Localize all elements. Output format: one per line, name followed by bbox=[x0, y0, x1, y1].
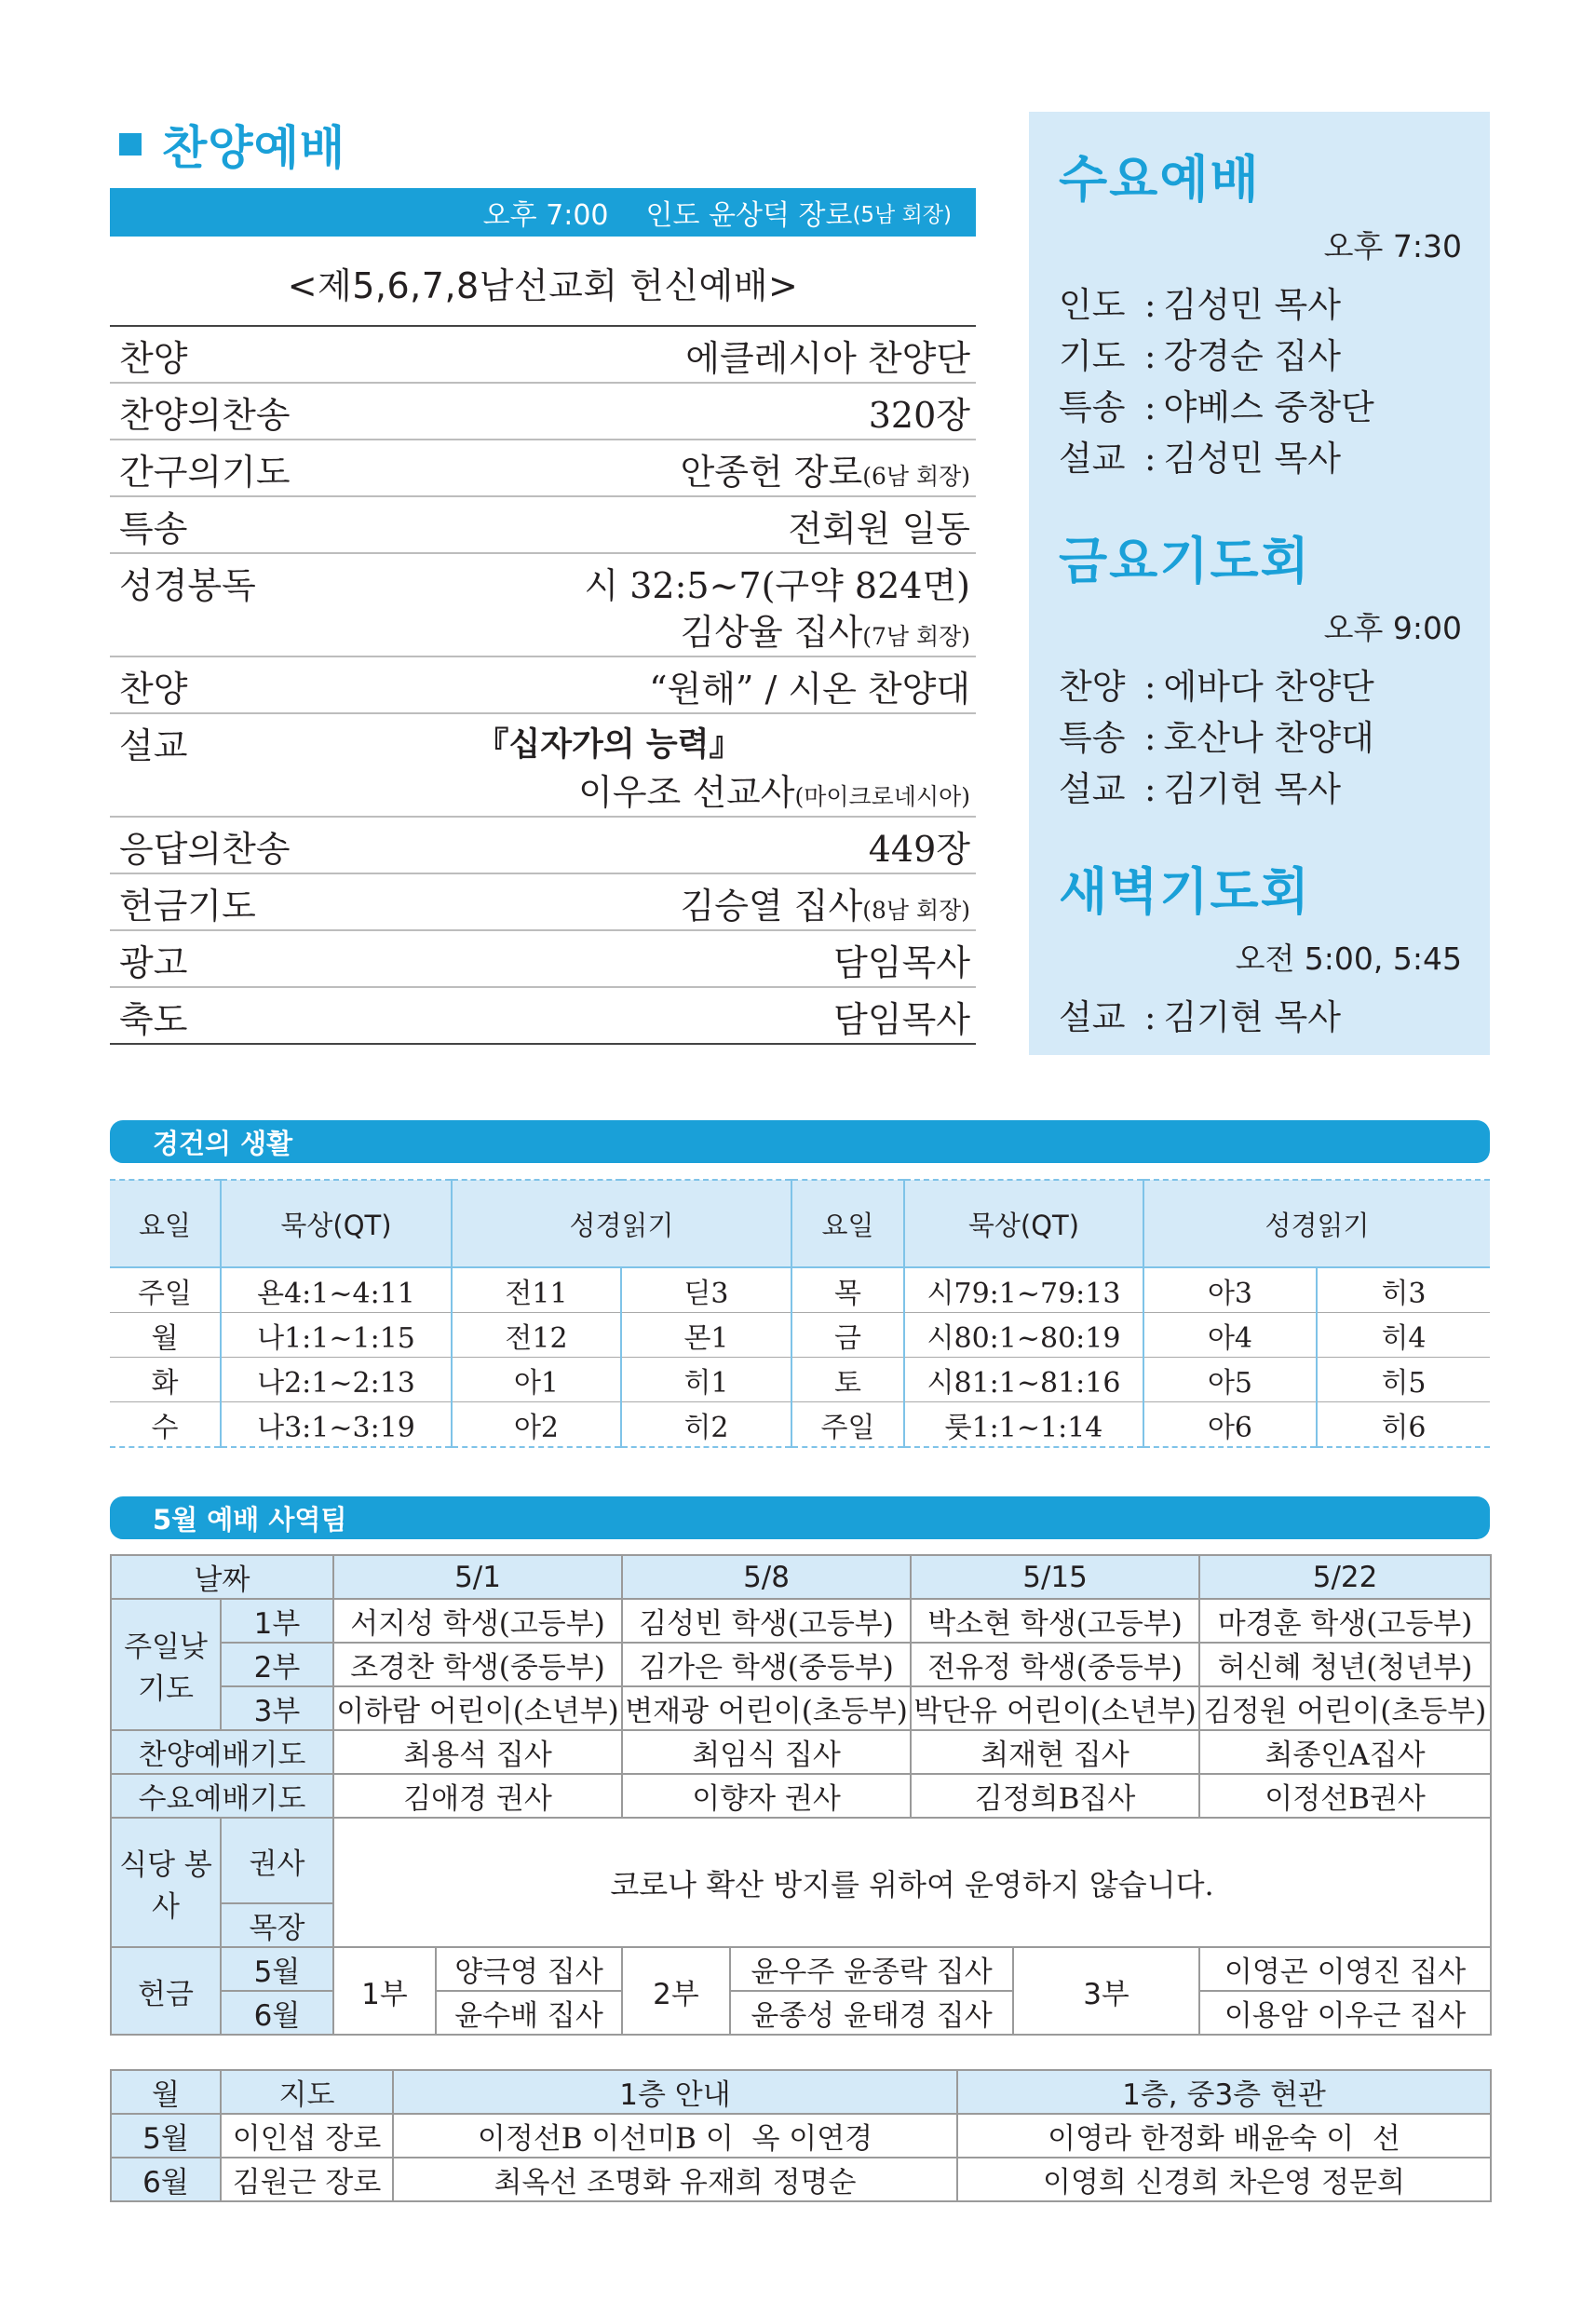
qt-meditation: 룻1:1~1:14 bbox=[904, 1402, 1143, 1448]
order-value: 안종헌 장로 bbox=[680, 451, 863, 493]
service-row: 인도 : 김성민 목사 bbox=[1059, 279, 1462, 331]
service-row-value: 김기현 목사 bbox=[1163, 997, 1341, 1037]
prayer-name: 전유정 학생(중등부) bbox=[911, 1643, 1199, 1686]
prayer-name: 김성빈 학생(고등부) bbox=[622, 1599, 911, 1643]
qt-meditation: 시80:1~80:19 bbox=[904, 1313, 1143, 1358]
ushers-floor1: 최옥선 조명화 유재희 정명순 bbox=[393, 2158, 957, 2201]
dawn-time: 오전 5:00, 5:45 bbox=[1235, 940, 1462, 977]
table-row bbox=[111, 1774, 1491, 1818]
qt-reading-2: 몬1 bbox=[621, 1313, 791, 1358]
order-row bbox=[110, 554, 976, 657]
order-item: 성경봉독 bbox=[119, 564, 256, 606]
sunday-prayer-label: 주일낮 기도 bbox=[111, 1599, 221, 1730]
serve-date: 5/15 bbox=[911, 1555, 1199, 1599]
qt-meditation: 시81:1~81:16 bbox=[904, 1358, 1143, 1402]
qt-header-day: 요일 bbox=[110, 1180, 221, 1267]
table-row bbox=[111, 2158, 1491, 2201]
evening-service-section bbox=[110, 112, 976, 1045]
qt-reading-1: 아1 bbox=[452, 1358, 621, 1402]
table-row bbox=[110, 1402, 1490, 1448]
prayer-name: 김정원 어린이(초등부) bbox=[1199, 1686, 1491, 1730]
prayer-name: 이하람 어린이(소년부) bbox=[333, 1686, 622, 1730]
qt-day: 수 bbox=[110, 1402, 221, 1448]
prayer-name: 김애경 권사 bbox=[333, 1774, 622, 1818]
offering-name: 이용암 이우근 집사 bbox=[1199, 1991, 1491, 2035]
qt-table bbox=[110, 1179, 1490, 1448]
table-row bbox=[111, 1947, 1491, 1991]
qt-day: 화 bbox=[110, 1358, 221, 1402]
service-row-label: 찬양 bbox=[1059, 667, 1126, 707]
order-value: 449장 bbox=[868, 828, 970, 870]
serve-date: 5/1 bbox=[333, 1555, 622, 1599]
prayer-name: 이향자 권사 bbox=[622, 1774, 911, 1818]
prayer-name: 김정희B집사 bbox=[911, 1774, 1199, 1818]
part-label: 2부 bbox=[221, 1643, 333, 1686]
order-item: 응답의찬송 bbox=[119, 828, 291, 870]
praise-prayer-label: 찬양예배기도 bbox=[111, 1730, 333, 1774]
table-row bbox=[111, 1991, 1491, 2035]
ushers-header: 지도 bbox=[221, 2070, 393, 2114]
leader-name: 윤상덕 장로 bbox=[709, 199, 853, 232]
ushers-month: 6월 bbox=[111, 2158, 221, 2201]
order-note-2: (7남 회장) bbox=[862, 622, 970, 650]
ushers-entrance: 이영라 한정화 배윤숙 이 선 bbox=[957, 2114, 1491, 2158]
order-value: 담임목사 bbox=[833, 998, 970, 1040]
order-item: 헌금기도 bbox=[119, 885, 256, 927]
order-row bbox=[110, 657, 976, 714]
service-row-value: 김성민 목사 bbox=[1163, 439, 1341, 479]
service-row: 특송 : 호산나 찬양대 bbox=[1059, 712, 1462, 764]
qt-reading-2: 히2 bbox=[621, 1402, 791, 1448]
evening-service-title: 찬양예배 bbox=[162, 121, 346, 175]
qt-reading-1: 아6 bbox=[1143, 1402, 1317, 1448]
qt-header-day: 요일 bbox=[791, 1180, 904, 1267]
offering-name: 윤종성 윤태경 집사 bbox=[730, 1991, 1013, 2035]
prayer-name: 최종인A집사 bbox=[1199, 1730, 1491, 1774]
friday-time: 오후 9:00 bbox=[1323, 610, 1462, 646]
qt-reading-1: 전12 bbox=[452, 1313, 621, 1358]
qt-reading-2: 히5 bbox=[1317, 1358, 1490, 1402]
order-row bbox=[110, 440, 976, 497]
qt-header-meditation: 묵상(QT) bbox=[904, 1180, 1143, 1267]
qt-meditation: 나2:1~2:13 bbox=[221, 1358, 452, 1402]
prayer-name: 마경훈 학생(고등부) bbox=[1199, 1599, 1491, 1643]
friday-title: 금요기도회 bbox=[1059, 532, 1311, 590]
qt-reading-1: 아2 bbox=[452, 1402, 621, 1448]
evening-service-info-bar bbox=[110, 188, 976, 237]
offering-part: 2부 bbox=[622, 1947, 730, 2035]
service-row-label: 설교 bbox=[1059, 439, 1126, 479]
table-row bbox=[111, 1686, 1491, 1730]
qt-header-reading: 성경읽기 bbox=[452, 1180, 791, 1267]
serve-table bbox=[110, 1554, 1492, 2036]
order-note-2: (마이크로네시아) bbox=[794, 782, 970, 810]
qt-header-reading: 성경읽기 bbox=[1143, 1180, 1490, 1267]
prayer-name: 박단유 어린이(소년부) bbox=[911, 1686, 1199, 1730]
ushers-table bbox=[110, 2069, 1492, 2202]
table-row bbox=[110, 1267, 1490, 1313]
order-item: 광고 bbox=[119, 941, 188, 983]
order-note: (8남 회장) bbox=[862, 896, 970, 924]
table-row bbox=[111, 1818, 1491, 1903]
table-row bbox=[111, 1643, 1491, 1686]
service-row-label: 특송 bbox=[1059, 718, 1126, 758]
ushers-entrance: 이영희 신경희 차은영 정문희 bbox=[957, 2158, 1491, 2201]
order-value: 에클레시아 찬양단 bbox=[685, 337, 970, 379]
dining-label: 식당 봉사 bbox=[111, 1818, 221, 1947]
qt-day: 주일 bbox=[791, 1402, 904, 1448]
order-item: 축도 bbox=[119, 998, 188, 1040]
qt-meditation: 시79:1~79:13 bbox=[904, 1267, 1143, 1313]
order-value: 320장 bbox=[868, 394, 970, 436]
dawn-title: 새벽기도회 bbox=[1059, 862, 1311, 921]
wednesday-time: 오후 7:30 bbox=[1323, 228, 1462, 264]
service-row-value: 야베스 중창단 bbox=[1163, 387, 1374, 427]
prayer-name: 서지성 학생(고등부) bbox=[333, 1599, 622, 1643]
offering-month: 6월 bbox=[221, 1991, 333, 2035]
part-label: 1부 bbox=[221, 1599, 333, 1643]
order-value: “원해” / 시온 찬양대 bbox=[649, 668, 970, 710]
prayer-name: 김가은 학생(중등부) bbox=[622, 1643, 911, 1686]
service-row: 설교 : 김기현 목사 bbox=[1059, 992, 1462, 1043]
service-row-value: 호산나 찬양대 bbox=[1163, 718, 1374, 758]
order-row bbox=[110, 327, 976, 384]
serve-date-row bbox=[111, 1555, 1491, 1599]
order-item: 설교 bbox=[119, 724, 188, 766]
part-label: 3부 bbox=[221, 1686, 333, 1730]
ushers-header: 1층, 중3층 현관 bbox=[957, 2070, 1491, 2114]
order-item: 찬양 bbox=[119, 337, 188, 379]
wednesday-title: 수요예배 bbox=[1059, 150, 1261, 209]
offering-name: 윤수배 집사 bbox=[436, 1991, 622, 2035]
order-value: 전회원 일동 bbox=[788, 507, 970, 549]
order-item: 특송 bbox=[119, 507, 188, 549]
qt-banner: 경건의 생활 bbox=[110, 1120, 1490, 1163]
prayer-name: 허신혜 청년(청년부) bbox=[1199, 1643, 1491, 1686]
service-row-label: 설교 bbox=[1059, 997, 1126, 1037]
other-services-box bbox=[1029, 112, 1490, 1055]
service-row-value: 강경순 집사 bbox=[1163, 336, 1341, 376]
wed-prayer-label: 수요예배기도 bbox=[111, 1774, 333, 1818]
offering-part: 1부 bbox=[333, 1947, 436, 2035]
offering-month: 5월 bbox=[221, 1947, 333, 1991]
order-row bbox=[110, 988, 976, 1045]
square-bullet-icon bbox=[119, 133, 142, 156]
offering-name: 윤우주 윤종락 집사 bbox=[730, 1947, 1013, 1991]
order-value: 시 32:5~7(구약 824면) bbox=[584, 564, 970, 606]
service-row: 찬양 : 에바다 찬양단 bbox=[1059, 661, 1462, 712]
qt-meditation: 나1:1~1:15 bbox=[221, 1313, 452, 1358]
ushers-month: 5월 bbox=[111, 2114, 221, 2158]
prayer-name: 최재현 집사 bbox=[911, 1730, 1199, 1774]
ushers-floor1: 이정선B 이선미B 이 옥 이연경 bbox=[393, 2114, 957, 2158]
order-row bbox=[110, 931, 976, 988]
service-row: 기도 : 강경순 집사 bbox=[1059, 331, 1462, 382]
order-value: 김승열 집사 bbox=[680, 885, 863, 927]
qt-day: 주일 bbox=[110, 1267, 221, 1313]
qt-reading-2: 히4 bbox=[1317, 1313, 1490, 1358]
dining-role: 권사 bbox=[221, 1818, 333, 1903]
service-row-label: 특송 bbox=[1059, 387, 1126, 427]
offering-part: 3부 bbox=[1013, 1947, 1199, 2035]
service-row: 특송 : 야베스 중창단 bbox=[1059, 382, 1462, 433]
ushers-leader: 이인섭 장로 bbox=[221, 2114, 393, 2158]
ushers-header: 월 bbox=[111, 2070, 221, 2114]
order-item: 찬양의찬송 bbox=[119, 394, 291, 436]
table-row bbox=[111, 2114, 1491, 2158]
prayer-name: 조경찬 학생(중등부) bbox=[333, 1643, 622, 1686]
wednesday-service bbox=[1059, 140, 1462, 484]
serve-date-label: 날짜 bbox=[111, 1555, 333, 1599]
qt-meditation: 나3:1~3:19 bbox=[221, 1402, 452, 1448]
qt-reading-1: 아5 bbox=[1143, 1358, 1317, 1402]
service-row-value: 김기현 목사 bbox=[1163, 769, 1341, 809]
service-row-label: 기도 bbox=[1059, 336, 1126, 376]
qt-day: 금 bbox=[791, 1313, 904, 1358]
order-value-2: 김상율 집사 bbox=[680, 611, 863, 653]
service-row: 설교 : 김기현 목사 bbox=[1059, 764, 1462, 815]
table-row bbox=[111, 1730, 1491, 1774]
service-row-value: 에바다 찬양단 bbox=[1163, 667, 1374, 707]
service-row-value: 김성민 목사 bbox=[1163, 285, 1341, 325]
order-note: (6남 회장) bbox=[862, 462, 970, 490]
qt-reading-1: 아3 bbox=[1143, 1267, 1317, 1313]
order-item: 간구의기도 bbox=[119, 451, 291, 493]
service-row: 설교 : 김성민 목사 bbox=[1059, 433, 1462, 484]
friday-service bbox=[1059, 521, 1462, 815]
serve-date: 5/8 bbox=[622, 1555, 911, 1599]
service-row-label: 인도 bbox=[1059, 285, 1126, 325]
sermon-title: 『십자가의 능력』 bbox=[476, 726, 742, 764]
qt-header-row bbox=[110, 1180, 1490, 1267]
service-subtitle: <제5,6,7,8남선교회 헌신예배> bbox=[287, 265, 799, 306]
leader-note: (5남 회장) bbox=[852, 202, 952, 227]
prayer-name: 박소현 학생(고등부) bbox=[911, 1599, 1199, 1643]
prayer-name: 이정선B권사 bbox=[1199, 1774, 1491, 1818]
qt-day: 토 bbox=[791, 1358, 904, 1402]
ushers-leader: 김원근 장로 bbox=[221, 2158, 393, 2201]
qt-reading-1: 전11 bbox=[452, 1267, 621, 1313]
order-row bbox=[110, 497, 976, 554]
qt-header-meditation: 묵상(QT) bbox=[221, 1180, 452, 1267]
evening-time: 오후 7:00 bbox=[482, 199, 609, 232]
order-item: 찬양 bbox=[119, 668, 188, 710]
table-row bbox=[110, 1358, 1490, 1402]
ushers-header: 1층 안내 bbox=[393, 2070, 957, 2114]
leader-label: 인도 bbox=[645, 199, 700, 232]
order-row bbox=[110, 874, 976, 931]
ushers-header-row bbox=[111, 2070, 1491, 2114]
qt-day: 목 bbox=[791, 1267, 904, 1313]
evening-service-heading bbox=[110, 112, 976, 177]
offering-name: 이영곤 이영진 집사 bbox=[1199, 1947, 1491, 1991]
dining-role: 목장 bbox=[221, 1903, 333, 1947]
qt-day: 월 bbox=[110, 1313, 221, 1358]
order-value-2: 이우조 선교사 bbox=[578, 771, 795, 813]
qt-reading-2: 히3 bbox=[1317, 1267, 1490, 1313]
offering-label: 헌금 bbox=[111, 1947, 221, 2035]
order-of-service bbox=[110, 325, 976, 1045]
table-row bbox=[111, 1599, 1491, 1643]
qt-reading-2: 히1 bbox=[621, 1358, 791, 1402]
order-row bbox=[110, 818, 976, 874]
service-row-label: 설교 bbox=[1059, 769, 1126, 809]
dawn-service bbox=[1059, 852, 1462, 1043]
qt-reading-2: 딛3 bbox=[621, 1267, 791, 1313]
dining-notice: 코로나 확산 방지를 위하여 운영하지 않습니다. bbox=[333, 1818, 1491, 1947]
order-row bbox=[110, 714, 976, 818]
order-value: 담임목사 bbox=[833, 941, 970, 983]
table-row bbox=[110, 1313, 1490, 1358]
prayer-name: 최용석 집사 bbox=[333, 1730, 622, 1774]
qt-meditation: 욘4:1~4:11 bbox=[221, 1267, 452, 1313]
serve-date: 5/22 bbox=[1199, 1555, 1491, 1599]
offering-name: 양극영 집사 bbox=[436, 1947, 622, 1991]
prayer-name: 최임식 집사 bbox=[622, 1730, 911, 1774]
order-row bbox=[110, 384, 976, 440]
qt-reading-1: 아4 bbox=[1143, 1313, 1317, 1358]
serve-banner: 5월 예배 사역팀 bbox=[110, 1496, 1490, 1539]
prayer-name: 변재광 어린이(초등부) bbox=[622, 1686, 911, 1730]
qt-reading-2: 히6 bbox=[1317, 1402, 1490, 1448]
